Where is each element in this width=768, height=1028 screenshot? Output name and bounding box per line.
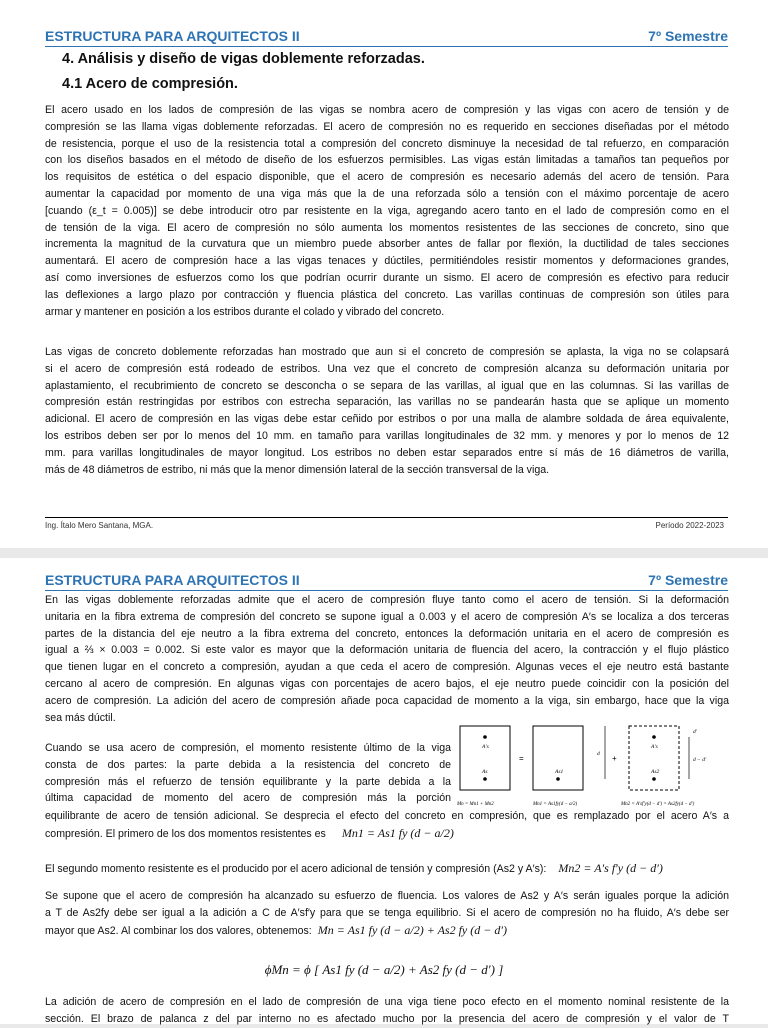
- equation-phi-mn: ϕMn = ϕ [ As1 fy (d − a/2) + As2 fy (d − d′) ]: [264, 962, 504, 977]
- text-line: sección. El brazo de palanca z del par interno no es afectado mucho por la presencia del acero de compresión y el valor de T: [45, 1012, 729, 1025]
- caption-mn: Mn = Mn1 + Mn2: [457, 802, 494, 807]
- text-line: mm. para varillas longitudinales de mayor longitud. Los estribos no deben estar separados entre sí más de 16 diámetros de varilla,: [45, 446, 729, 459]
- beam-section-diagram: [455, 723, 735, 813]
- label-as-prime: A′s: [482, 744, 489, 750]
- equation-mn2: Mn2 = A′s f′y (d − d′): [558, 861, 663, 875]
- equation-mn: Mn = As1 fy (d − a/2) + As2 fy (d − d′): [317, 922, 507, 937]
- text-line: cercano al acero de compresión. En algunas vigas con porcentajes de acero bajos, el eje neutro puede coincidir con la posición del: [45, 677, 729, 690]
- caption-mn2: Mn2 = A′sf′y(d − d′) = As2fy(d − d′): [621, 802, 695, 807]
- text-line: con los diseños basados en el método de diseño de los esfuerzos permisibles. Las vigas están limitadas a tamaños tan pequeños por: [45, 154, 729, 167]
- text-line: partes de la distancia del eje neutro a la fibra extrema del concreto, entonces la deformación unitaria en el acero de compresión es: [45, 627, 729, 640]
- page-header: [45, 568, 728, 591]
- text-line: igual a ⅔ × 0.003 = 0.002. Si este valor es mayor que la deformación unitaria de fluencia del acero, la contracción y el flujo plástico: [45, 644, 729, 657]
- equation-mn1: Mn1 = As1 fy (d − a/2): [341, 825, 454, 840]
- text-line: aumentará. El acero de compresión hace a las vigas tenaces y dúctiles, permitiéndoles resistir momentos y deformaciones grandes,: [45, 255, 729, 268]
- text-line: incrementa la magnitud de la curvatura que un miembro puede absorber antes de fallar por flexión, la ductilidad de tales secciones: [45, 238, 729, 251]
- text-line: sea más dúctil.: [45, 711, 116, 724]
- text-line-part: El segundo momento resistente es el producido por el acero adicional de tensión y compresión (As2 y A′s):: [45, 863, 547, 875]
- page-footer: [45, 517, 728, 530]
- text-line: compresión se las llama vigas doblemente reforzadas. El acero de compresión no es requerido en secciones diseñadas por el método: [45, 120, 729, 133]
- header-course-title: ESTRUCTURA PARA ARQUITECTOS II: [45, 572, 300, 588]
- text-line: La adición de acero de compresión en el lado de compresión de una viga tiene poco efecto en el momento nominal resistente de la: [45, 996, 729, 1008]
- text-line: En las vigas doblemente reforzadas admite que el acero de compresión fluye tanto como el acero de tensión. Si la deformación: [45, 594, 729, 606]
- text-line: si el acero de compresión está rodeado de estribos. Una vez que el concreto de compresión alcanza su deformación unitaria por: [45, 362, 729, 375]
- text-line: que tienen lugar en el concreto a compresión, ayudan a que ceda el acero de compresión. Algunas veces el eje neutro está bastante: [45, 661, 729, 674]
- header-course-title: ESTRUCTURA PARA ARQUITECTOS II: [45, 28, 300, 44]
- label-as2: As2: [651, 769, 660, 775]
- text-line: más de 48 diámetros de estribo, ni más que la menor dimensión lateral de la sección transversal de la viga.: [45, 463, 550, 476]
- paragraph-second-moment: [45, 860, 729, 878]
- text-line: compresión más el refuerzo de tensión equilibrante y la parte debida a la: [45, 775, 451, 788]
- text-line: adicional. El acero de compresión en las vigas debe estar ceñido por estribos o por una malla de alambre soldada de área equivalente,: [45, 413, 729, 426]
- text-line: armar y mantener en posición a los estribos durante el colado y vibrado del concreto.: [45, 305, 445, 318]
- compression-bar: [483, 735, 487, 739]
- paragraph-moment-parts: [45, 740, 451, 807]
- paragraph-combine: [45, 888, 729, 939]
- text-line: los requisitos de estética o del espacio disponible, que el acero de compresión es necesario además del acero de tensión. Para: [45, 171, 729, 184]
- text-line: aplastamiento, el recubrimiento de concreto se desconcha o se separa de las varillas, al igual que en las columnas. Si las varillas de: [45, 379, 729, 392]
- text-line: aumentar la capacidad por momento de una viga más que la de una reforzada sólo a tensión con el máximo porcentaje de acero: [45, 187, 729, 200]
- subsection-heading: 4.1 Acero de compresión.: [62, 76, 238, 92]
- label-as-prime-2: A′s: [651, 744, 658, 750]
- text-line: Las vigas de concreto doblemente reforzadas han mostrado que aun si el concreto de compresión se aplasta, la viga no se colapsará: [45, 346, 729, 358]
- label-d-minus-dprime: d − d′: [693, 757, 707, 763]
- text-line: las deflexiones a largo plazo por contracción y fluencia plástica del concreto. Las varillas continuas de compresión son útiles para: [45, 288, 729, 301]
- text-line-part: compresión. El primero de los dos momentos resistentes es: [45, 827, 326, 840]
- tension-bar: [483, 777, 487, 781]
- footer-author: Ing. Ítalo Mero Santana, MGA.: [45, 521, 154, 530]
- text-line: equilibrante de acero de tensión adicional. Se desprecia el efecto del concreto en compresión, que es remplazado por el acero A′s a: [45, 810, 729, 822]
- paragraph-doubly-reinforced: [45, 344, 729, 478]
- text-line: [cuando (ε_t = 0.005)] se debe introducir otro par resistente en la viga, agregando acero tanto en el lado de compresión como en el: [45, 204, 729, 217]
- compression-bar-2: [652, 735, 656, 739]
- equals-sign: =: [519, 754, 524, 763]
- page-header: [45, 24, 728, 47]
- text-line: consta de dos partes: la parte debida a la resistencia del concreto de: [45, 758, 451, 771]
- text-line: [45, 860, 729, 878]
- label-dprime: d′: [693, 729, 697, 735]
- label-as: As: [482, 769, 488, 775]
- tension-bar-as2: [652, 777, 656, 781]
- text-line: acero de compresión. La adición del acero de compresión añade poca capacidad de momento a la viga, sin embargo, hace que la viga: [45, 694, 729, 707]
- label-d: d: [597, 751, 600, 757]
- caption-mn1: Mn1 = As1fy(d − a/2): [533, 802, 578, 807]
- text-line-part: mayor que As2. Al combinar los dos valores, obtenemos:: [45, 924, 312, 937]
- text-line: de tensión de la viga. El acero de compresión no sólo aumenta los momentos resistentes de las secciones de concreto, sino que: [45, 221, 729, 234]
- paragraph-moment-parts-cont: [45, 808, 729, 843]
- text-line: así como inversiones de esfuerzos como los que podrían ocurrir durante un sismo. El acero de compresión es efectivo para reducir: [45, 271, 729, 284]
- text-line: Cuando se usa acero de compresión, el momento resistente último de la viga: [45, 742, 451, 754]
- text-line: los estribos deben ser por lo menos del 10 mm. en tamaño para varillas longitudinales de 32 mm. y menores y por lo menos de 12: [45, 429, 729, 442]
- header-semester: 7º Semestre: [648, 28, 728, 44]
- plus-sign: +: [612, 754, 617, 763]
- text-line: compresión están restringidas por estribos con estrecha separación, las varillas no se pandearán hasta que se aplique un momento: [45, 396, 729, 409]
- tension-bar-as1: [556, 777, 560, 781]
- text-line: [45, 922, 729, 940]
- paragraph-yield-assumption: [45, 592, 729, 726]
- text-line: unitaria en la fibra extrema de compresión del concreto se supone igual a 0.003 y el acero de compresión A′s se localiza a dos terceras: [45, 610, 729, 623]
- document-page-2: [0, 558, 768, 1024]
- footer-period: Período 2022-2023: [655, 521, 724, 530]
- text-line: última capacidad de momento del acero de compresión más la porción: [45, 792, 451, 805]
- header-semester: 7º Semestre: [648, 572, 728, 588]
- text-line: Se supone que el acero de compresión ha alcanzado su esfuerzo de fluencia. Los valores de As2 y A′s serán iguales porque la adición: [45, 890, 729, 902]
- text-line: El acero usado en los lados de compresión de las vigas se nombra acero de compresión y las vigas con acero de tensión y de: [45, 104, 729, 116]
- section-heading: 4. Análisis y diseño de vigas doblemente reforzadas.: [62, 51, 425, 67]
- paragraph-compression-effect: [45, 994, 729, 1028]
- text-line: [45, 825, 729, 843]
- paragraph-compression-steel: [45, 102, 729, 320]
- label-as1: As1: [555, 769, 564, 775]
- text-line: de resistencia, porque el uso de la resistencia total a compresión del concreto disminuye la necesidad de tal refuerzo, en comparación: [45, 137, 729, 150]
- text-line: a T de As2fy debe ser igual a la adición a C de A′sf′y para que se tenga equilibrio. Si el acero de compresión no ha fluido, A′s debe ser: [45, 906, 729, 919]
